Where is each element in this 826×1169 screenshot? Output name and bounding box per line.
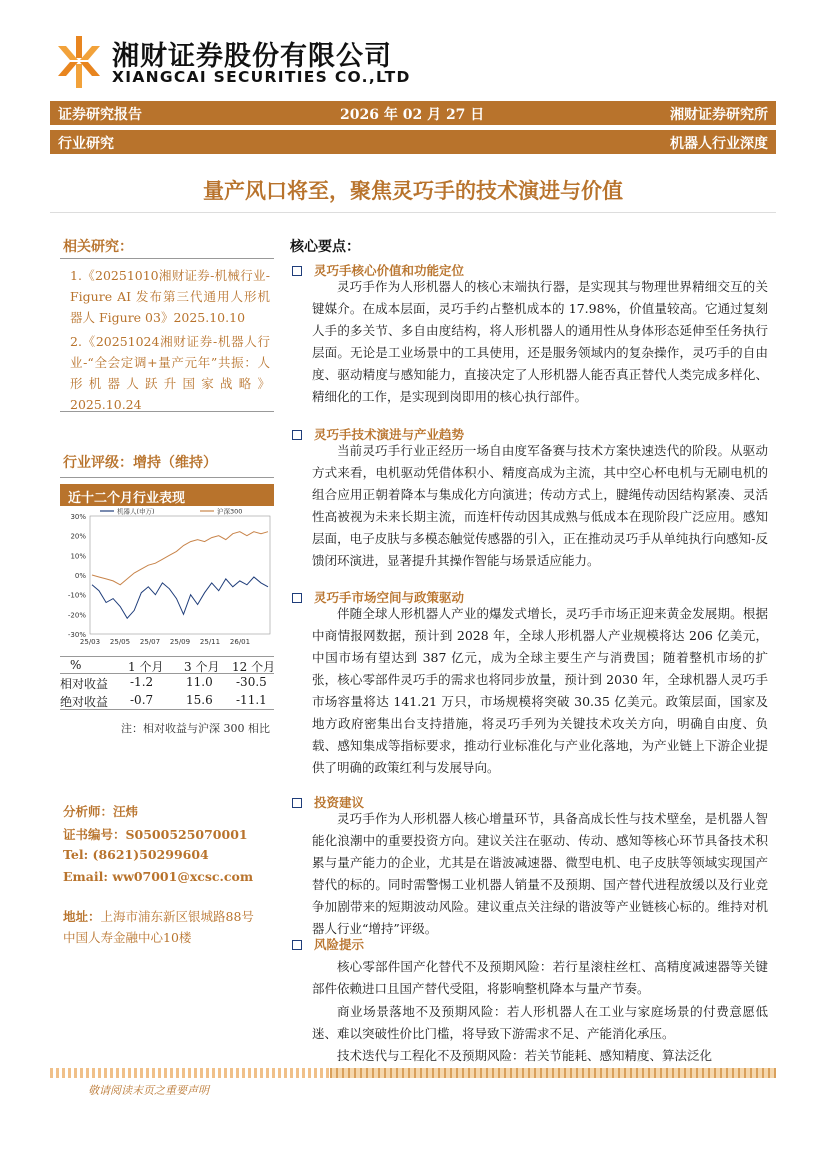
performance-title-bar — [60, 484, 274, 506]
divider — [60, 477, 274, 478]
analyst-tel: Tel: (8621)50299604 — [63, 847, 209, 862]
x-tick-label: 25/05 — [109, 638, 131, 646]
table-note: 注：相对收益与沪深 300 相比 — [121, 722, 270, 735]
x-tick-label: 25/03 — [79, 638, 101, 646]
table-cell: -0.7 — [130, 693, 154, 707]
paragraph: 核心零部件国产化替代不及预期风险：若行星滚柱丝杠、高精度减速器等关键部件依赖进口且国产替代受阻，将影响整机降本与量产节奏。 — [312, 959, 768, 996]
y-tick-label: 30% — [70, 513, 86, 521]
section-heading: 投资建议 — [292, 793, 364, 811]
performance-table — [60, 656, 274, 710]
performance-title: 近十二个月行业表现 — [68, 491, 186, 506]
table-cell: -1.2 — [130, 675, 154, 689]
company-logo — [50, 30, 411, 90]
page-title: 量产风口将至，聚焦灵巧手的技术演进与价值 — [203, 179, 623, 203]
analyst-cert: 证书编号：S0500525070001 — [63, 827, 248, 842]
y-tick-label: -30% — [67, 631, 86, 639]
divider — [50, 212, 776, 213]
address-label: 地址： — [63, 909, 101, 924]
address — [63, 906, 254, 948]
table-cell: 11.0 — [186, 675, 213, 689]
table-cell: 15.6 — [186, 693, 213, 707]
y-tick-label: 10% — [70, 552, 86, 561]
table-header-cell: 3 个月 — [184, 660, 220, 674]
legend-label: 机器人(申万) — [117, 507, 155, 516]
table-cell: 绝对收益 — [60, 695, 109, 709]
line-chart — [60, 506, 274, 652]
table-header-cell: 1 个月 — [128, 660, 164, 674]
analyst-email[interactable]: Email: ww07001@xcsc.com — [63, 869, 254, 884]
address-line: 中国人寿金融中心10楼 — [63, 930, 192, 945]
report-topic: 机器人行业深度 — [670, 136, 768, 152]
table-header-cell: % — [70, 658, 82, 672]
key-points-title: 核心要点： — [290, 239, 360, 255]
section-heading: 灵巧手技术演进与产业趋势 — [292, 425, 464, 443]
checkbox-icon — [292, 430, 302, 440]
checkbox-icon — [292, 940, 302, 950]
logo-icon — [58, 36, 100, 88]
table-cell: -11.1 — [236, 693, 267, 707]
x-tick-label: 25/09 — [169, 638, 191, 646]
x-tick-label: 26/01 — [229, 638, 251, 646]
checkbox-icon — [292, 266, 302, 276]
table-row — [60, 692, 274, 710]
report-type: 证券研究报告 — [58, 107, 142, 123]
related-research-title: 相关研究： — [63, 239, 133, 255]
header-bar-bottom — [50, 130, 776, 154]
paragraph: 灵巧手作为人形机器人的核心末端执行器，是实现其与物理世界精细交互的关键媒介。在成本层面，灵巧手约占整机成本的 17.98%，价值量较高。它通过复刻人手的多关节、多自由度结构，将人形机器人的通用性从身体形态延伸至任务执行层面。无论是工业场景中的工具使用，还是服务领域内的复杂操作，灵巧手的自由度、驱动精度与感知能力，直接决定了人形机器人能否真正替代人类完成多样化、精细化的工作，是实现到岗即用的核心执行部件。 — [312, 279, 768, 404]
performance-chart — [60, 506, 274, 652]
related-research-item[interactable]: 1.《20251010湘财证券-机械行业-Figure AI 发布第三代通用人形机器人 Figure 03》2025.10.10 — [70, 268, 270, 325]
y-tick-label: 0% — [74, 572, 86, 580]
table-header-cell: 12 个月 — [232, 660, 276, 674]
paragraph: 灵巧手作为人形机器人核心增量环节，具备高成长性与技术壁垒，是机器人智能化浪潮中的重要投资方向。建议关注在驱动、传动、感知等核心环节具备技术积累与量产能力的企业，尤其是在谐波减速器、微型电机、电子皮肤等领域实现国产替代的标的。同时需警惕工业机器人销量不及预期、国产替代进程放缓以及行业竞争加剧带来的短期波动风险。建议重点关注绿的谐波等产业链核心标的。维持对机器人行业“增持”评级。 — [312, 811, 768, 936]
paragraph: 商业场景落地不及预期风险：若人形机器人在工业与家庭场景的付费意愿低迷、难以突破性价比门槛，将导致下游需求不足、产能消化承压。 — [312, 1004, 768, 1041]
section-heading: 灵巧手市场空间与政策驱动 — [292, 588, 464, 606]
checkbox-icon — [292, 593, 302, 603]
table-cell: -30.5 — [236, 675, 267, 689]
analyst-name: 分析师：汪炜 — [63, 804, 139, 819]
section-heading: 风险提示 — [292, 935, 364, 953]
table-row — [60, 674, 274, 692]
table-header-row — [60, 656, 274, 674]
legend-label: 沪深300 — [217, 507, 243, 516]
footer-stripe — [330, 1068, 776, 1078]
series-line — [92, 577, 268, 618]
x-tick-label: 25/07 — [139, 638, 161, 646]
table-cell: 相对收益 — [60, 677, 109, 691]
company-name-en: XIANGCAI SECURITIES CO.,LTD — [112, 68, 411, 86]
y-tick-label: 20% — [70, 532, 86, 541]
x-tick-label: 25/11 — [199, 638, 221, 646]
paragraph: 伴随全球人形机器人产业的爆发式增长，灵巧手市场正迎来黄金发展期。根据中商情报网数据，预计到 2028 年，全球人形机器人产业规模将达 206 亿美元，中国市场有望达到 387 亿元，成为全球主要生产与消费国；随着整机市场的扩张，核心零部件灵巧手的需求也将同步放量，预计到 2030 年，全球机器人灵巧手市场容量将达 141.21 万只，市场规模将突破 30.35 亿美元。政策层面，国家及地方政府密集出台支持措施，将灵巧手列为关键技术攻关方向，明确自由度、负载、感知集成等指标要求，推动行业标准化与产业化落地，为产业链上下游企业提供了明确的政策红利与发展导向。 — [312, 606, 768, 775]
section-heading: 灵巧手核心价值和功能定位 — [292, 261, 464, 279]
footer-disclaimer: 敬请阅读末页之重要声明 — [88, 1084, 209, 1097]
header-bar-top — [50, 101, 776, 125]
y-tick-label: -10% — [67, 591, 86, 600]
industry-rating: 行业评级：增持（维持） — [63, 455, 217, 471]
company-name-cn: 湘财证券股份有限公司 — [112, 41, 392, 72]
related-research-item[interactable]: 2.《20251024湘财证券-机器人行业-“全会定调+量产元年”共振：人形机器人跃升国家战略》2025.10.24 — [70, 334, 270, 412]
address-line: 上海市浦东新区银城路88号 — [100, 909, 254, 924]
series-line — [92, 532, 268, 585]
institute-name: 湘财证券研究所 — [670, 107, 768, 123]
report-category: 行业研究 — [58, 136, 114, 152]
report-date: 2026 年 02 月 27 日 — [340, 107, 485, 123]
paragraph: 技术迭代与工程化不及预期风险：若关节能耗、感知精度、算法泛化 — [337, 1048, 713, 1063]
paragraph: 当前灵巧手行业正经历一场自由度军备赛与技术方案快速迭代的阶段。从驱动方式来看，电机驱动凭借体积小、精度高成为主流，其中空心杯电机与无刷电机的组合应用正朝着降本与集成化方向演进；传动方式上，腱绳传动因结构紧凑、灵活性高被视为未来长期主流，而连杆传动因其成熟与低成本在现阶段广泛应用。感知层面，电子皮肤与多模态触觉传感器的引入，正在推动灵巧手从单纯执行向感知-反馈闭环演进，显著提升其操作智能与场景适应能力。 — [312, 443, 768, 568]
y-tick-label: -20% — [67, 611, 86, 620]
related-research-list — [60, 258, 274, 412]
checkbox-icon — [292, 798, 302, 808]
